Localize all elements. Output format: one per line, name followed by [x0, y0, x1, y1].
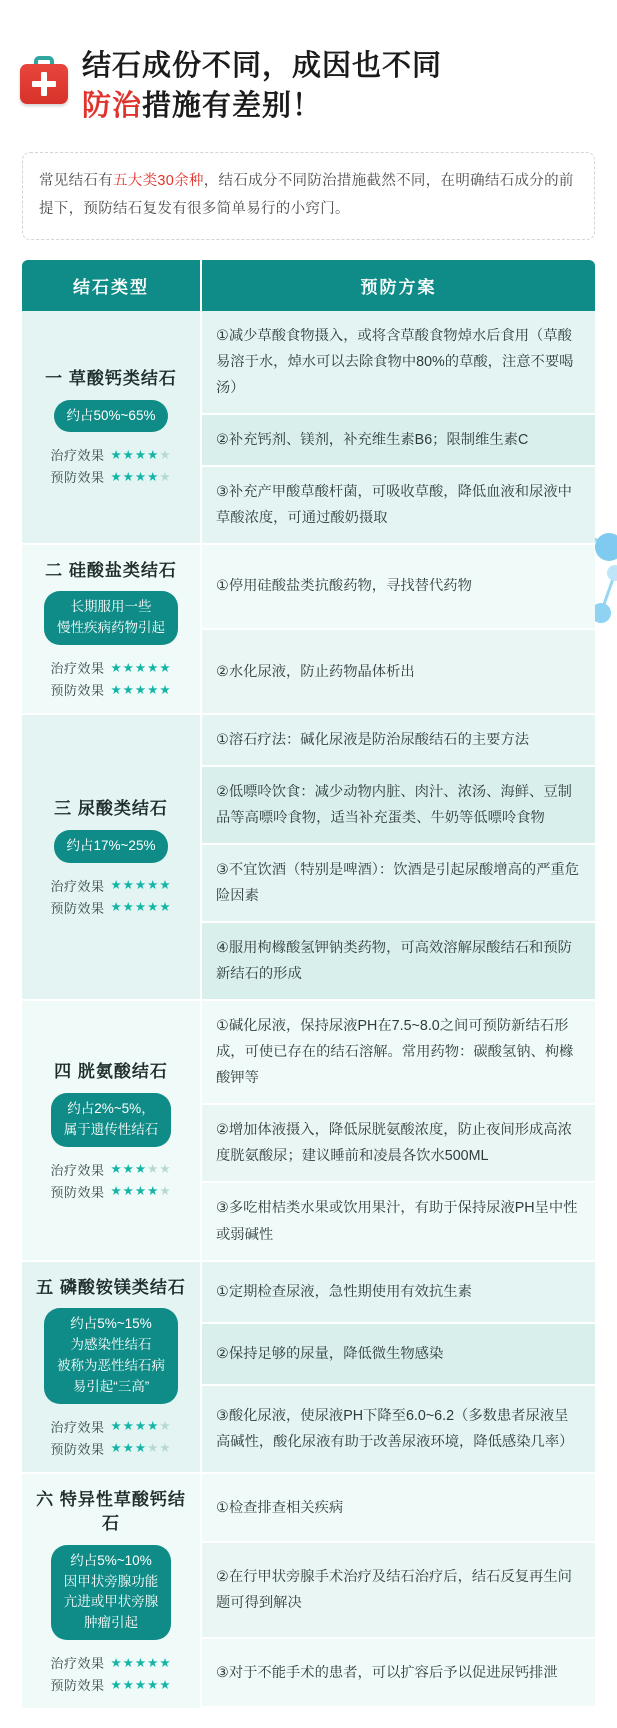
prevention-measure: ①检查排查相关疾病 [202, 1474, 595, 1543]
title-accent: 防治 [82, 90, 143, 123]
prevention-measure: ②在行甲状旁腺手术治疗及结石治疗后，结石反复再生问题可得到解决 [202, 1543, 595, 1638]
intro-part-1: 常见结石有 [39, 173, 113, 190]
stone-type-share-pill: 约占5%~10% 因甲状旁腺功能 亢进或甲状旁腺 肿瘤引起 [51, 1545, 172, 1641]
stone-type-share-pill: 长期服用一些 慢性疾病药物引起 [44, 591, 178, 645]
prevention-measure: ③多吃柑桔类水果或饮用果汁，有助于保持尿液PH呈中性或弱碱性 [202, 1183, 595, 1261]
prevention-measure: ②保持足够的尿量，降低微生物感染 [202, 1324, 595, 1386]
prevention-rating-label: 预防效果 [50, 470, 105, 486]
prevention-measure: ①减少草酸食物摄入，或将含草酸食物焯水后食用（草酸易溶于水，焯水可以去除食物中80%的草酸，注意不要喝汤） [202, 311, 595, 415]
prevention-rating [50, 1182, 171, 1201]
stone-type-name: 三 尿酸类结石 [54, 799, 168, 819]
stone-type-share-pill: 约占50%~65% [54, 400, 169, 433]
prevention-measure: ①溶石疗法：碱化尿液是防治尿酸结石的主要方法 [202, 715, 595, 767]
prevention-rating-stars: ★★★★★ [110, 900, 172, 915]
prevention-rating-stars: ★★★★★ [110, 1677, 172, 1692]
prevention-cell [202, 1474, 595, 1708]
prevention-measure: ①停用硅酸盐类抗酸药物，寻找替代药物 [202, 545, 595, 630]
treatment-rating [50, 1417, 171, 1436]
stone-type-name: 六 特异性草酸钙结石 [36, 1490, 186, 1533]
stone-type-cell [22, 545, 202, 716]
stone-type-share-pill: 约占17%~25% [54, 830, 169, 863]
page-header [0, 0, 617, 138]
treatment-rating-stars: ★★★★★ [110, 1162, 172, 1177]
prevention-rating [50, 1439, 171, 1458]
prevention-rating-label: 预防效果 [50, 1442, 105, 1457]
stone-type-share-pill: 约占2%~5%， 属于遗传性结石 [51, 1093, 172, 1147]
title-line-2 [82, 86, 442, 126]
treatment-rating-label: 治疗效果 [50, 448, 105, 464]
first-aid-kit-icon [18, 54, 70, 106]
treatment-rating-stars: ★★★★★ [110, 1655, 172, 1670]
treatment-rating-stars: ★★★★★ [110, 447, 172, 462]
treatment-rating [50, 658, 171, 677]
stone-type-cell [22, 1001, 202, 1261]
stone-type-cell [22, 1262, 202, 1474]
prevention-measure: ③不宜饮酒（特别是啤酒）：饮酒是引起尿酸增高的严重危险因素 [202, 845, 595, 923]
table-header-row [22, 260, 595, 311]
treatment-rating-label: 治疗效果 [50, 1162, 105, 1178]
prevention-measure: ④服用枸橼酸氢钾钠类药物，可高效溶解尿酸结石和预防新结石的形成 [202, 923, 595, 1001]
column-header-type: 结石类型 [22, 260, 202, 311]
prevention-measure: ②增加体液摄入，降低尿胱氨酸浓度，防止夜间形成高浓度胱氨酸尿；建议睡前和凌晨各饮水500ML [202, 1105, 595, 1183]
table-row [22, 1474, 595, 1708]
stone-type-name: 二 硅酸盐类结石 [45, 560, 177, 580]
treatment-rating-label: 治疗效果 [50, 1420, 105, 1435]
prevention-rating-label: 预防效果 [50, 901, 105, 917]
prevention-measure: ②水化尿液，防止药物晶体析出 [202, 630, 595, 715]
treatment-rating [50, 445, 171, 464]
title-line-1: 结石成份不同，成因也不同 [82, 50, 443, 82]
prevention-measure: ①定期检查尿液，急性期使用有效抗生素 [202, 1262, 595, 1324]
stone-type-cell [22, 311, 202, 545]
prevention-cell [202, 545, 595, 716]
table-row [22, 1001, 595, 1261]
table-body [22, 311, 595, 1709]
treatment-rating-label: 治疗效果 [50, 1656, 105, 1672]
treatment-rating-stars: ★★★★★ [110, 1419, 172, 1434]
treatment-rating [50, 1653, 171, 1672]
table-row [22, 715, 595, 1001]
stone-type-share-pill: 约占5%~15% 为感染性结石 被称为恶性结石病 易引起“三高” [44, 1308, 178, 1404]
prevention-measure: ③酸化尿液，使尿液PH下降至6.0~6.2（多数患者尿液呈高碱性，酸化尿液有助于改善尿液环境，降低感染几率） [202, 1386, 595, 1474]
prevention-measure: ①碱化尿液，保持尿液PH在7.5~8.0之间可预防新结石形成，可使已存在的结石溶解。常用药物：碳酸氢钠、枸橼酸钾等 [202, 1001, 595, 1105]
treatment-rating-label: 治疗效果 [50, 661, 105, 677]
prevention-measure: ②补充钙剂、镁剂，补充维生素B6；限制维生素C [202, 415, 595, 467]
prevention-measure: ③补充产甲酸草酸杆菌，可吸收草酸，降低血液和尿液中草酸浓度，可通过酸奶摄取 [202, 467, 595, 545]
table-row [22, 545, 595, 716]
prevention-rating-stars: ★★★★★ [110, 1184, 172, 1199]
column-header-prevention: 预防方案 [360, 277, 437, 297]
prevention-rating-stars: ★★★★★ [110, 469, 172, 484]
treatment-rating [50, 876, 171, 895]
prevention-cell [202, 311, 595, 545]
prevention-measure: ②低嘌呤饮食：减少动物内脏、肉汁、浓汤、海鲜、豆制品等高嘌呤食物，适当补充蛋类、牛奶等低嘌呤食物 [202, 767, 595, 845]
stone-type-name: 一 草酸钙类结石 [45, 368, 177, 388]
prevention-rating-label: 预防效果 [50, 683, 105, 699]
stone-type-name: 四 胱氨酸结石 [54, 1062, 168, 1082]
stone-type-name: 五 磷酸铵镁类结石 [36, 1277, 186, 1297]
prevention-rating [50, 467, 171, 486]
prevention-rating [50, 1675, 171, 1694]
prevention-cell [202, 1262, 595, 1474]
stone-type-cell [22, 715, 202, 1001]
prevention-cell [202, 1001, 595, 1261]
intro-part-2: ，结石成分不同防治措施截然不同，在明确结石成分的前提下，预防结石复发有很多简单易行的小窍门。 [39, 173, 574, 218]
treatment-rating-stars: ★★★★★ [110, 878, 172, 893]
page-title [82, 42, 442, 126]
prevention-rating-stars: ★★★★★ [110, 1441, 172, 1456]
prevention-rating [50, 898, 171, 917]
prevention-rating [50, 680, 171, 699]
treatment-rating [50, 1160, 171, 1179]
intro-emphasis: 五大类30余种 [113, 173, 204, 190]
prevention-measure: ③对于不能手术的患者，可以扩容后予以促进尿钙排泄 [202, 1639, 595, 1708]
treatment-rating-stars: ★★★★★ [110, 660, 172, 675]
stone-types-table [22, 260, 595, 1709]
stone-type-cell [22, 1474, 202, 1708]
title-rest: 措施有差别！ [142, 90, 323, 123]
intro-box [22, 152, 595, 240]
prevention-rating-label: 预防效果 [50, 1678, 105, 1694]
prevention-rating-stars: ★★★★★ [110, 682, 172, 697]
table-row [22, 311, 595, 545]
prevention-cell [202, 715, 595, 1001]
prevention-rating-label: 预防效果 [50, 1184, 105, 1200]
table-row [22, 1262, 595, 1474]
treatment-rating-label: 治疗效果 [50, 879, 105, 895]
